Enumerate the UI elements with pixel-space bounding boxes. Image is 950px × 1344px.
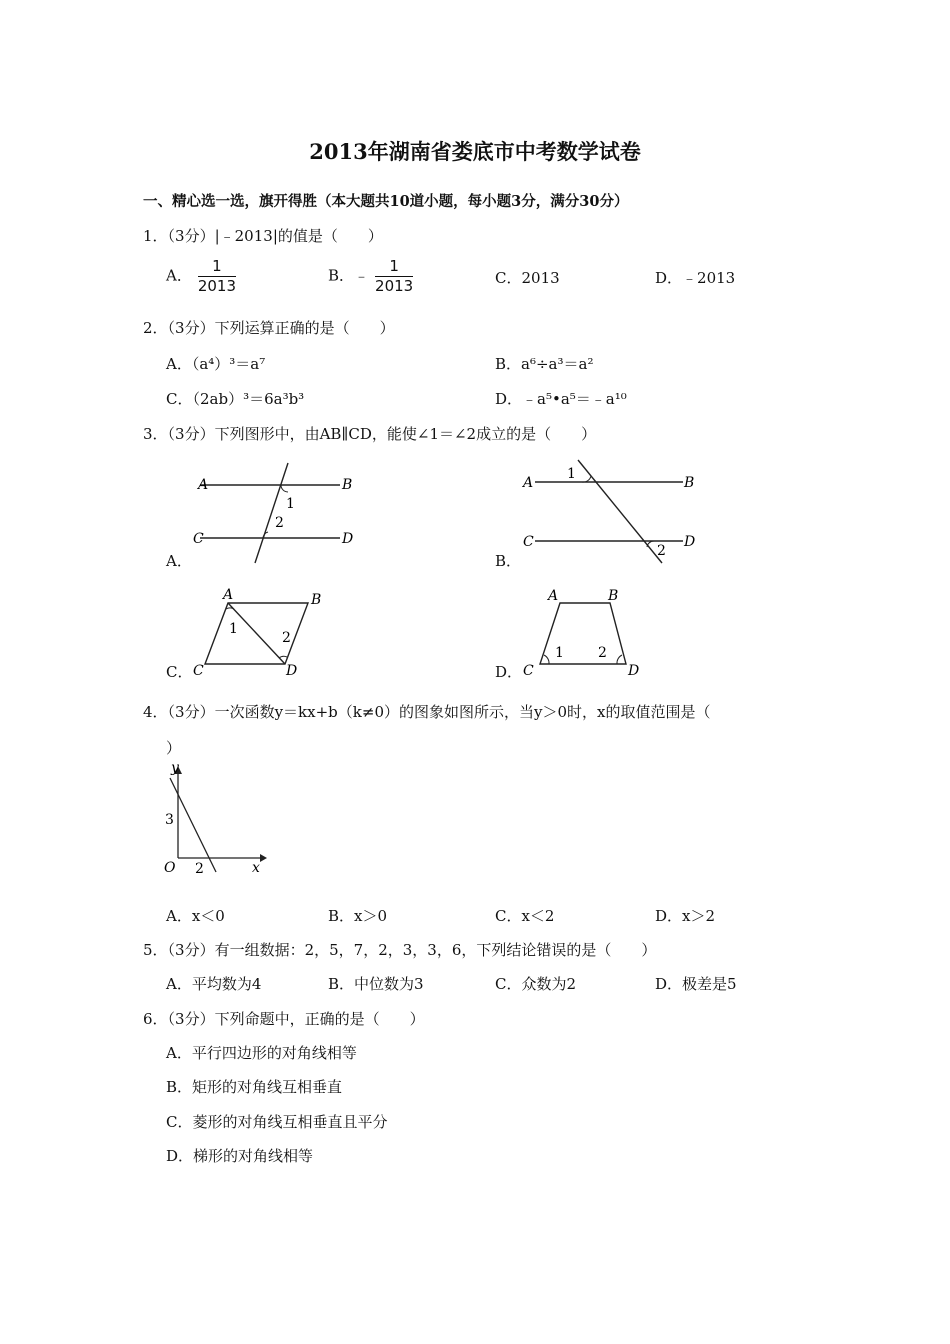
question-3-stem: 3．（3分）下列图形中，由AB∥CD，能使∠1＝∠2成立的是（ ） [143, 425, 597, 443]
question-3-option-d: D． [495, 663, 523, 681]
angle-1-arc [226, 608, 234, 609]
label-d: D [286, 663, 298, 679]
label-angle-1: 1 [229, 621, 238, 637]
label-angle-1: 1 [555, 645, 564, 661]
question-4-option-a: A．x＜0 [166, 907, 225, 925]
question-2-option-b: B．a⁶÷a³＝a² [495, 355, 594, 373]
question-6-option-b: B．矩形的对角线互相垂直 [166, 1078, 343, 1096]
option-a-label: A． [166, 266, 192, 285]
fraction-numerator: 1 [198, 258, 236, 277]
x-axis-label: x [252, 860, 260, 876]
label-angle-1: 1 [286, 496, 295, 512]
fraction-numerator: 1 [375, 258, 413, 277]
label-angle-2: 2 [598, 645, 607, 661]
question-4-option-b: B．x＞0 [328, 907, 388, 925]
question-3-figure-a [190, 460, 370, 570]
label-c: C [523, 663, 534, 679]
question-1-option-b [328, 258, 413, 295]
fraction [198, 258, 236, 295]
question-4-graph [160, 760, 270, 880]
trapezoid [540, 603, 626, 664]
label-a: A [198, 477, 209, 493]
label-c: C [193, 531, 204, 547]
question-3-option-b: B． [495, 552, 522, 570]
question-5-stem: 5．（3分）有一组数据：2，5，7，2，3，3，6，下列结论错误的是（ ） [143, 941, 657, 959]
question-4-option-d: D．x＞2 [655, 907, 716, 925]
question-5-option-b: B．中位数为3 [328, 975, 424, 993]
transversal [255, 463, 288, 563]
fraction-denominator: 2013 [197, 277, 237, 295]
question-1-option-c: C．2013 [495, 269, 560, 287]
question-2-option-a: A．（a⁴）³＝a⁷ [166, 355, 266, 373]
question-4-option-c: C．x＜2 [495, 907, 555, 925]
x-intercept-label: 2 [195, 861, 204, 877]
question-5-option-a: A．平均数为4 [166, 975, 262, 993]
label-d: D [342, 531, 354, 547]
label-a: A [523, 475, 534, 491]
angle-1-arc [582, 476, 591, 482]
label-angle-2: 2 [275, 515, 284, 531]
question-1-option-a [166, 258, 236, 295]
page-title: 2013年湖南省娄底市中考数学试卷 [309, 139, 641, 164]
label-d: D [684, 534, 696, 550]
section-heading: 一、精心选一选，旗开得胜（本大题共10道小题，每小题3分，满分30分） [143, 193, 629, 210]
label-angle-1: 1 [567, 466, 576, 482]
fraction-denominator: 2013 [375, 277, 414, 295]
label-angle-2: 2 [657, 543, 666, 559]
label-b: B [608, 588, 619, 604]
label-a: A [223, 587, 234, 603]
question-3-figure-d [518, 585, 658, 680]
y-intercept-label: 3 [165, 812, 174, 828]
label-a: A [548, 588, 559, 604]
question-6-option-a: A．平行四边形的对角线相等 [166, 1044, 357, 1062]
question-2-stem: 2．（3分）下列运算正确的是（ ） [143, 319, 395, 337]
question-6-stem: 6．（3分）下列命题中，正确的是（ ） [143, 1010, 425, 1028]
question-4-stem-end: ） [166, 739, 182, 757]
origin-label: O [164, 860, 176, 876]
angle-2-arc [617, 655, 622, 664]
question-1-stem: 1．（3分）|﹣2013|的值是（ ） [143, 227, 383, 245]
label-b: B [684, 475, 695, 491]
label-angle-2: 2 [282, 630, 291, 646]
label-d: D [628, 663, 640, 679]
question-6-option-c: C．菱形的对角线互相垂直且平分 [166, 1113, 388, 1131]
question-4-stem: 4．（3分）一次函数y＝kx+b（k≠0）的图象如图所示，当y＞0时，x的取值范围是（ [143, 703, 711, 721]
transversal [578, 460, 662, 563]
question-3-option-a: A． [166, 552, 192, 570]
angle-2-arc [279, 656, 287, 658]
question-2-option-d: D．﹣a⁵•a⁵＝﹣a¹⁰ [495, 390, 627, 408]
question-6-option-d: D．梯形的对角线相等 [166, 1147, 314, 1165]
question-3-option-c: C． [166, 663, 193, 681]
question-1-option-d: D．﹣2013 [655, 269, 736, 287]
y-axis-label: y [171, 760, 179, 776]
label-c: C [193, 663, 204, 679]
question-3-figure-c [190, 585, 340, 680]
question-3-figure-b [515, 455, 715, 570]
label-b: B [311, 592, 322, 608]
question-5-option-d: D．极差是5 [655, 975, 737, 993]
label-b: B [342, 477, 353, 493]
question-2-option-c: C．（2ab）³＝6a³b³ [166, 390, 305, 408]
angle-1-arc [281, 485, 288, 492]
fraction [375, 258, 413, 295]
x-axis-arrow [260, 854, 267, 862]
option-b-label: B．﹣ [328, 266, 370, 285]
question-5-option-c: C．众数为2 [495, 975, 577, 993]
label-c: C [523, 534, 534, 550]
angle-1-arc [544, 655, 549, 664]
